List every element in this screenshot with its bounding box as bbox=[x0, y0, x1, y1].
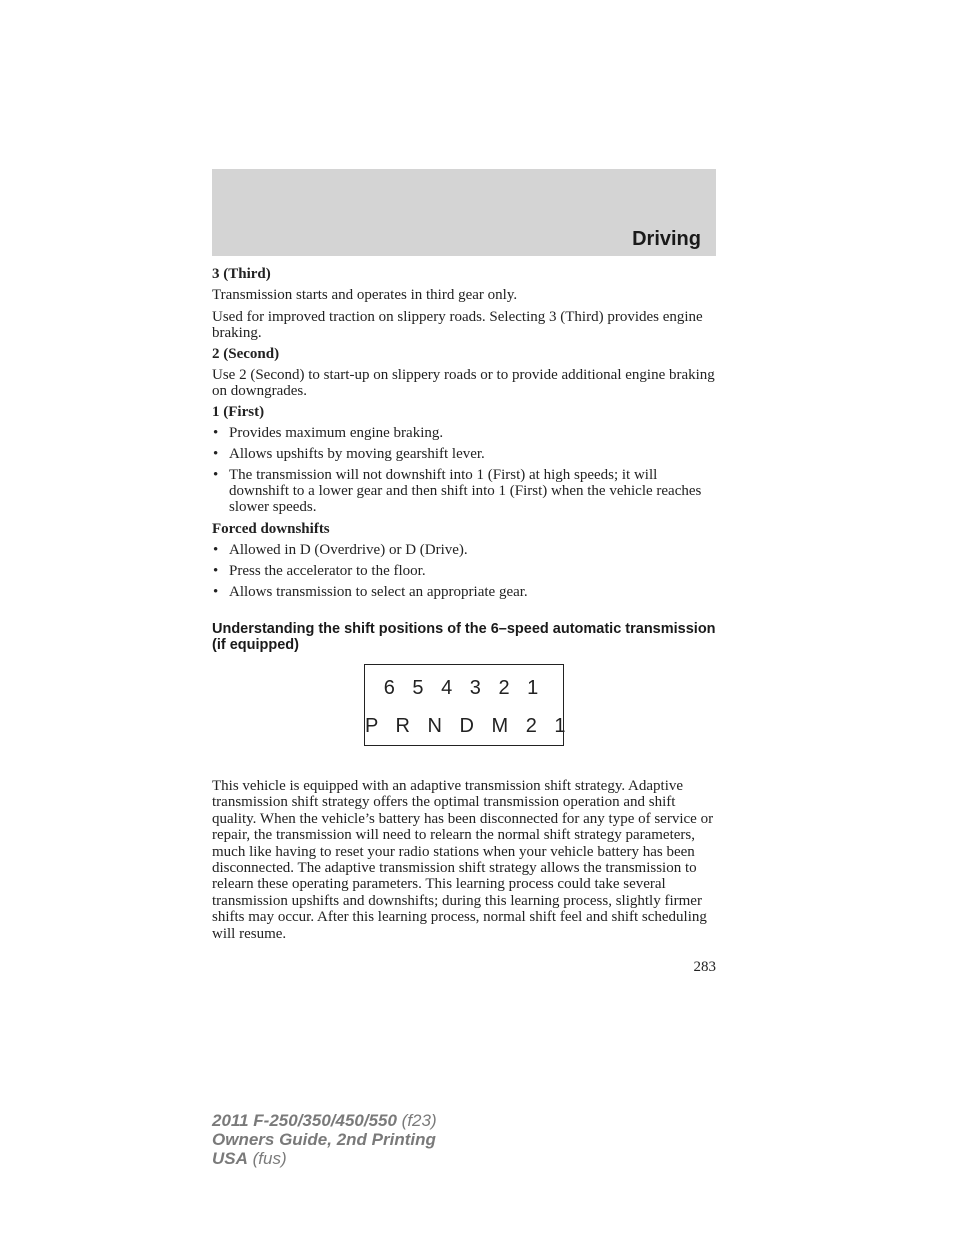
list-item: • Press the accelerator to the floor. bbox=[213, 563, 426, 579]
shift-positions-row: P R N D M 2 1 bbox=[365, 715, 572, 737]
third-heading: 3 (Third) bbox=[212, 266, 271, 282]
first-bullet-list bbox=[212, 425, 718, 515]
bullet-icon: • bbox=[213, 467, 219, 483]
shift-position-diagram bbox=[364, 664, 572, 746]
section-title: Driving bbox=[632, 228, 701, 250]
footer-line-2: Owners Guide, 2nd Printing bbox=[212, 1130, 436, 1149]
third-paragraph-1: Transmission starts and operates in third gear only. bbox=[212, 287, 518, 303]
shift-positions-heading: Understanding the shift positions of the 6–speed automatic transmission (if equipped) bbox=[212, 621, 716, 653]
section-header-band bbox=[212, 169, 716, 256]
third-paragraph-2: Used for improved traction on slippery roads. Selecting 3 (Third) provides engine braking. bbox=[212, 309, 703, 341]
forced-bullet-list bbox=[212, 542, 718, 600]
document-footer bbox=[212, 1111, 437, 1168]
forced-downshifts-heading: Forced downshifts bbox=[212, 521, 330, 537]
list-item: • Allows upshifts by moving gearshift lever. bbox=[213, 446, 485, 462]
bullet-icon: • bbox=[213, 584, 219, 600]
bullet-icon: • bbox=[213, 542, 219, 558]
page-number: 283 bbox=[693, 959, 716, 975]
second-heading: 2 (Second) bbox=[212, 346, 280, 362]
list-item: • Allowed in D (Overdrive) or D (Drive). bbox=[213, 542, 468, 558]
list-item: • Provides maximum engine braking. bbox=[213, 425, 444, 441]
adaptive-shift-paragraph: This vehicle is equipped with an adaptive transmission shift strategy. Adaptive transmission shift strategy offers the optimal transmission operation and shift quality. When the vehicle’s battery has been disconnected for any type of service or repair, the transmission will need to relearn the normal shift strategy parameters, much like having to reset your radio stations when your vehicle battery has been disconnected. The adaptive transmission shift strategy allows the transmission to relearn these operating parameters. This learning process could take several transmission upshifts and downshifts; during this learning process, slightly firmer shifts may occur. After this learning process, normal shift feel and shift scheduling will resume. bbox=[212, 778, 714, 942]
bullet-icon: • bbox=[213, 446, 219, 462]
list-item: • Allows transmission to select an appropriate gear. bbox=[213, 584, 528, 600]
gear-numbers-row: 6 5 4 3 2 1 bbox=[383, 677, 545, 699]
first-heading: 1 (First) bbox=[212, 404, 265, 420]
footer-line-3: USA (fus) bbox=[212, 1149, 287, 1168]
main-content bbox=[212, 266, 718, 653]
bullet-icon: • bbox=[213, 425, 219, 441]
list-item: • The transmission will not downshift into 1 (First) at high speeds; it will downshift to a lower gear and then shift into 1 (First) when the vehicle reaches slower speeds. bbox=[213, 467, 702, 515]
second-paragraph-1: Use 2 (Second) to start-up on slippery roads or to provide additional engine braking on downgrades. bbox=[212, 367, 715, 399]
bullet-icon: • bbox=[213, 563, 219, 579]
footer-line-1: 2011 F-250/350/450/550 (f23) bbox=[212, 1111, 437, 1130]
